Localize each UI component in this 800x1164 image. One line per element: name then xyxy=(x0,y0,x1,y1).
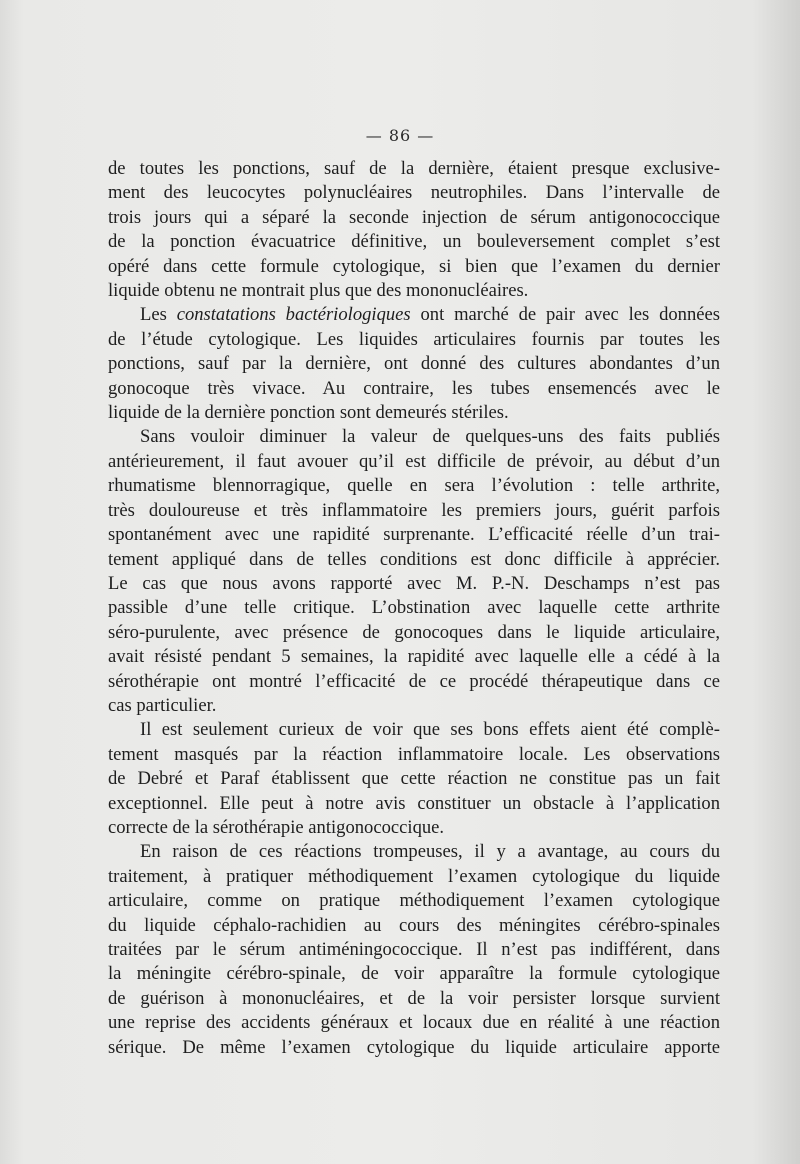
text-line: liquide obtenu ne montrait plus que des mononucléaires. xyxy=(108,280,529,302)
text-line: exceptionnel. Elle peut à notre avis constituer un obstacle à l’application xyxy=(108,792,720,814)
paragraph-4 xyxy=(108,718,720,840)
text-line: avait résisté pendant 5 semaines, la rapidité avec laquelle elle a cédé à la xyxy=(108,646,720,668)
text-line: cas particulier. xyxy=(108,694,217,716)
text-line: de toutes les ponctions, sauf de la dernière, étaient presque exclusive- xyxy=(108,158,720,179)
text-line: ment des leucocytes polynucléaires neutrophiles. Dans l’intervalle de xyxy=(108,182,720,204)
text-line: articulaire, comme on pratique méthodiquement l’examen cytologique xyxy=(108,890,720,912)
text-line: de la ponction évacuatrice définitive, un bouleversement complet s’est xyxy=(108,231,720,253)
text-line: liquide de la dernière ponction sont demeurés stériles. xyxy=(108,402,509,424)
text-line: correcte de la sérothérapie antigonococcique. xyxy=(108,816,445,838)
text-line: traitées par le sérum antiméningococcique. Il n’est pas indifférent, dans xyxy=(108,939,720,960)
page-number: — 86 — xyxy=(365,126,435,145)
text-fragment: Les xyxy=(140,304,177,326)
italic-term: constatations bactériologiques xyxy=(176,304,411,326)
text-line: une reprise des accidents généraux et locaux due en réalité à une réaction xyxy=(108,1012,720,1034)
text-line: Il est seulement curieux de voir que ses bons effets aient été complè- xyxy=(140,719,720,741)
body-text xyxy=(108,157,720,1060)
text-fragment: ont marché de pair avec les données xyxy=(410,304,721,326)
text-line: opéré dans cette formule cytologique, si bien que l’examen du dernier xyxy=(108,255,720,277)
text-line: tement appliqué dans de telles conditions est donc difficile à apprécier. xyxy=(108,548,720,570)
text-line: En raison de ces réactions trompeuses, il y a avantage, au cours du xyxy=(140,841,720,863)
text-line: de l’étude cytologique. Les liquides articulaires fournis par toutes les xyxy=(108,328,720,350)
text-line: la méningite cérébro-spinale, de voir apparaître la formule cytologique xyxy=(108,963,720,985)
text-line: du liquide céphalo-rachidien au cours des méningites cérébro-spinales xyxy=(108,914,720,936)
text-line: tement masqués par la réaction inflammatoire locale. Les observations xyxy=(108,743,720,765)
text-line: ponctions, sauf par la dernière, ont donné des cultures abondantes d’un xyxy=(108,353,720,375)
text-line: séro-purulente, avec présence de gonocoques dans le liquide articulaire, xyxy=(108,621,720,643)
text-line: gonocoque très vivace. Au contraire, les tubes ensemencés avec le xyxy=(108,377,720,399)
text-line: de guérison à mononucléaires, et de la voir persister lorsque survient xyxy=(108,987,720,1009)
text-line: sérothérapie ont montré l’efficacité de ce procédé thérapeutique dans ce xyxy=(108,670,720,692)
text-line: spontanément avec une rapidité surprenante. L’efficacité réelle d’un trai- xyxy=(108,524,720,546)
text-line: de Debré et Paraf établissent que cette réaction ne constitue pas un fait xyxy=(108,768,720,790)
text-line: traitement, à pratiquer méthodiquement l’examen cytologique du liquide xyxy=(108,865,720,887)
text-line: rhumatisme blennorragique, quelle en sera l’évolution : telle arthrite, xyxy=(108,475,720,497)
paragraph-3 xyxy=(108,425,720,718)
text-line: passible d’une telle critique. L’obstination avec laquelle cette arthrite xyxy=(108,597,720,619)
paragraph-2 xyxy=(108,303,720,425)
text-line: trois jours qui a séparé la seconde injection de sérum antigonococcique xyxy=(108,206,720,228)
text-line: très douloureuse et très inflammatoire les premiers jours, guérit parfois xyxy=(108,499,720,521)
paragraph-5 xyxy=(108,840,720,1060)
text-line: Le cas que nous avons rapporté avec M. P.-N. Deschamps n’est pas xyxy=(108,572,720,594)
text-line xyxy=(108,303,720,327)
paragraph-1 xyxy=(108,157,720,303)
text-line: sérique. De même l’examen cytologique du liquide articulaire apporte xyxy=(108,1036,720,1058)
text-line: antérieurement, il faut avouer qu’il est difficile de prévoir, au début d’un xyxy=(108,450,720,472)
text-line: Sans vouloir diminuer la valeur de quelques-uns des faits publiés xyxy=(140,426,720,448)
